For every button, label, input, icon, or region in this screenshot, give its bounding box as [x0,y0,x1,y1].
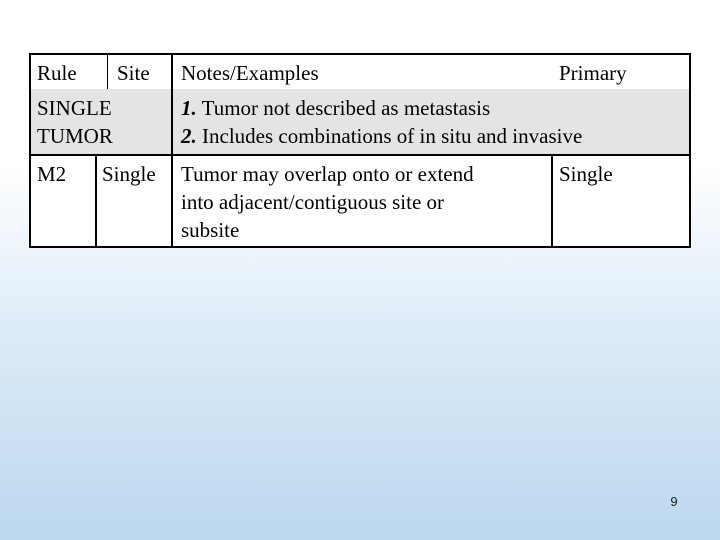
row-primary: Single [559,162,613,186]
table-border-bottom [29,246,691,248]
row-notes-line1: Tumor may overlap onto or extend [181,162,474,186]
section-note-1 [181,94,490,122]
section-label-line1: SINGLE [37,96,112,120]
divider-site-notes [171,53,173,89]
rules-table [29,53,691,248]
header-rule: Rule [37,61,77,85]
header-primary: Primary [559,61,627,85]
table-border-mid [29,154,691,156]
table-border-left [29,53,31,248]
section-note-1-text: Tumor not described as metastasis [196,96,491,120]
section-note-2 [181,122,582,150]
divider-notes-primary-row [551,154,553,248]
table-border-top [29,53,691,55]
row-notes-line2: into adjacent/contiguous site or [181,190,445,214]
divider-site-notes-mid [171,89,173,154]
table-border-right [689,53,691,248]
header-site: Site [117,61,150,85]
divider-site-notes-row [171,154,173,248]
divider-rule-site-row [95,154,97,248]
row-rule: M2 [37,162,67,186]
header-notes: Notes/Examples [181,61,319,85]
section-note-2-number: 2. [181,124,197,148]
row-notes-line3: subsite [181,218,240,242]
divider-rule-site-header [107,53,108,89]
row-site: Single [102,162,156,186]
section-label-line2: TUMOR [37,124,113,148]
page-number: 9 [670,494,678,509]
section-note-1-number: 1. [181,96,197,120]
section-note-2-text: Includes combinations of in situ and invasive [196,124,583,148]
